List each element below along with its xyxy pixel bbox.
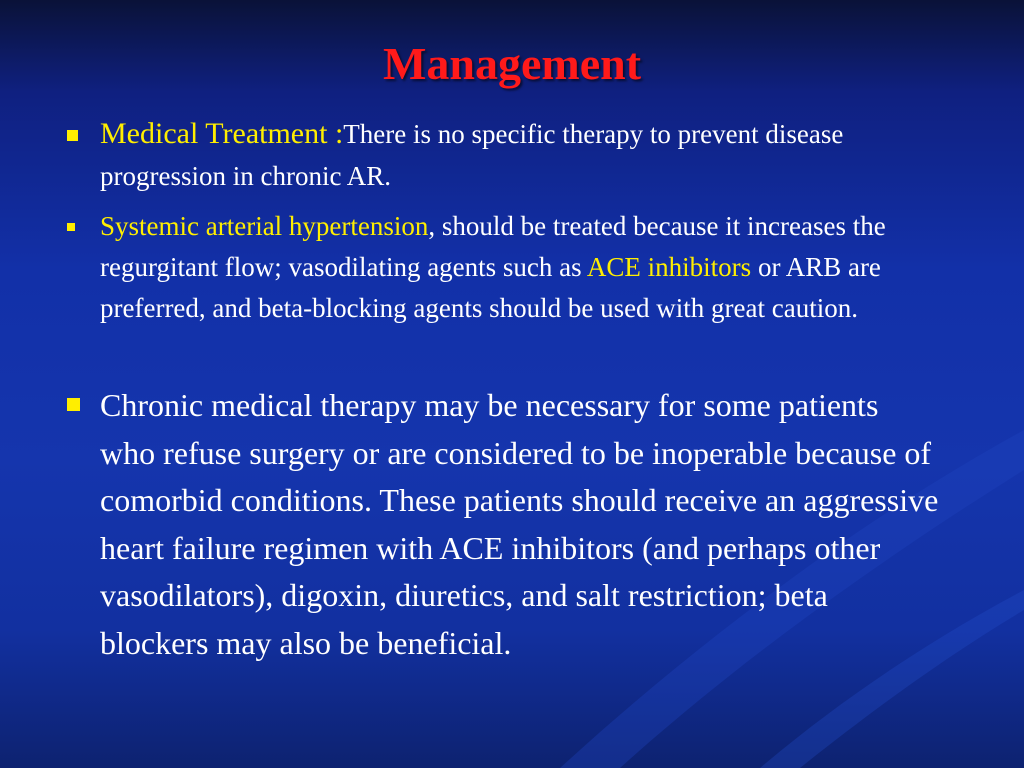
bullet-hypertension xyxy=(100,206,945,329)
bullet-text-part-2: or ARB are preferred, and beta-blocking agents should be used with great caution. xyxy=(100,252,881,323)
bullet-highlight-ace-inhibitors: ACE inhibitors xyxy=(586,252,752,282)
square-bullet-icon xyxy=(67,130,78,141)
square-bullet-icon xyxy=(67,398,80,411)
bullet-text: Chronic medical therapy may be necessary for some patients who refuse surgery or are considered to be inoperable because of comorbid conditions. These patients should receive an aggressive heart failure regimen with ACE inhibitors (and perhaps other vasodilators), digoxin, diuretics, and salt restriction; beta blockers may also be beneficial. xyxy=(100,387,939,661)
bullet-chronic-therapy xyxy=(100,382,940,667)
bullet-text: There is no specific therapy to prevent disease progression in chronic AR. xyxy=(100,119,844,191)
square-bullet-icon xyxy=(67,223,75,231)
bullet-highlight: Medical Treatment : xyxy=(100,117,344,150)
bullet-highlight-hypertension: Systemic arterial hypertension xyxy=(100,211,429,241)
slide-title: Management xyxy=(382,38,642,89)
bullet-text-part-1: , should be treated because it increases the regurgitant flow; vasodilating agents such as xyxy=(100,211,886,282)
bullet-medical-treatment xyxy=(100,113,950,197)
